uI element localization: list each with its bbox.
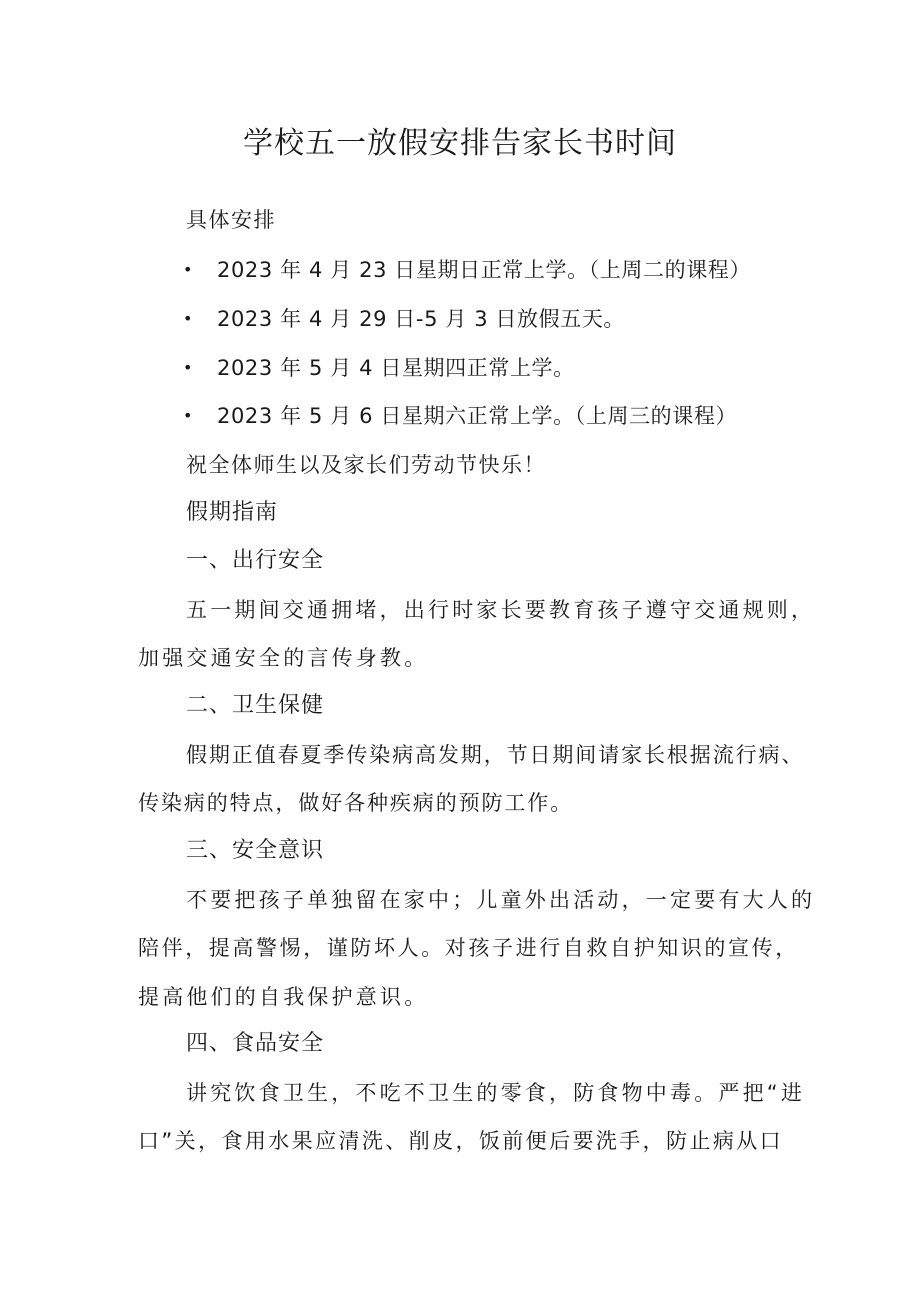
section-heading: 四、食品安全: [186, 1031, 325, 1056]
bullet-icon: •: [183, 260, 193, 279]
intro-label: 具体安排: [186, 208, 276, 232]
section-paragraph-line: 不要把孩子单独留在家中；儿童外出活动，一定要有大人的: [186, 888, 816, 912]
guide-title: 假期指南: [186, 500, 279, 525]
section-paragraph-line: 提高他们的自我保护意识。: [138, 985, 429, 1009]
bullet-icon: •: [183, 358, 193, 377]
section-paragraph-line: 讲究饮食卫生，不吃不卫生的零食，防食物中毒。严把“进: [186, 1081, 806, 1105]
section-paragraph-line: 假期正值春夏季传染病高发期，节日期间请家长根据流行病、: [186, 743, 805, 767]
section-paragraph-line: 口”关，食用水果应清洗、削皮，饭前便后要洗手，防止病从口: [138, 1129, 784, 1153]
schedule-item: 2023 年 4 月 23 日星期日正常上学。（上周二的课程）: [217, 258, 752, 282]
bullet-icon: •: [183, 309, 193, 328]
section-heading: 三、安全意识: [186, 838, 325, 863]
section-paragraph-line: 加强交通安全的言传身教。: [138, 646, 429, 670]
bullet-icon: •: [183, 406, 193, 425]
schedule-item: 2023 年 5 月 6 日星期六正常上学。（上周三的课程）: [217, 404, 738, 428]
section-heading: 二、卫生保健: [186, 693, 325, 718]
document-title: 学校五一放假安排告家长书时间: [243, 126, 677, 161]
section-heading: 一、出行安全: [186, 548, 325, 573]
section-paragraph-line: 五一期间交通拥堵，出行时家长要教育孩子遵守交通规则，: [186, 598, 816, 622]
greeting: 祝全体师生以及家长们劳动节快乐！: [186, 453, 546, 477]
section-paragraph-line: 传染病的特点，做好各种疾病的预防工作。: [138, 791, 574, 815]
section-paragraph-line: 陪伴，提高警惕，谨防坏人。对孩子进行自救自护知识的宣传，: [138, 936, 799, 960]
schedule-item: 2023 年 5 月 4 日星期四正常上学。: [217, 356, 575, 380]
schedule-item: 2023 年 4 月 29 日-5 月 3 日放假五天。: [217, 307, 626, 331]
